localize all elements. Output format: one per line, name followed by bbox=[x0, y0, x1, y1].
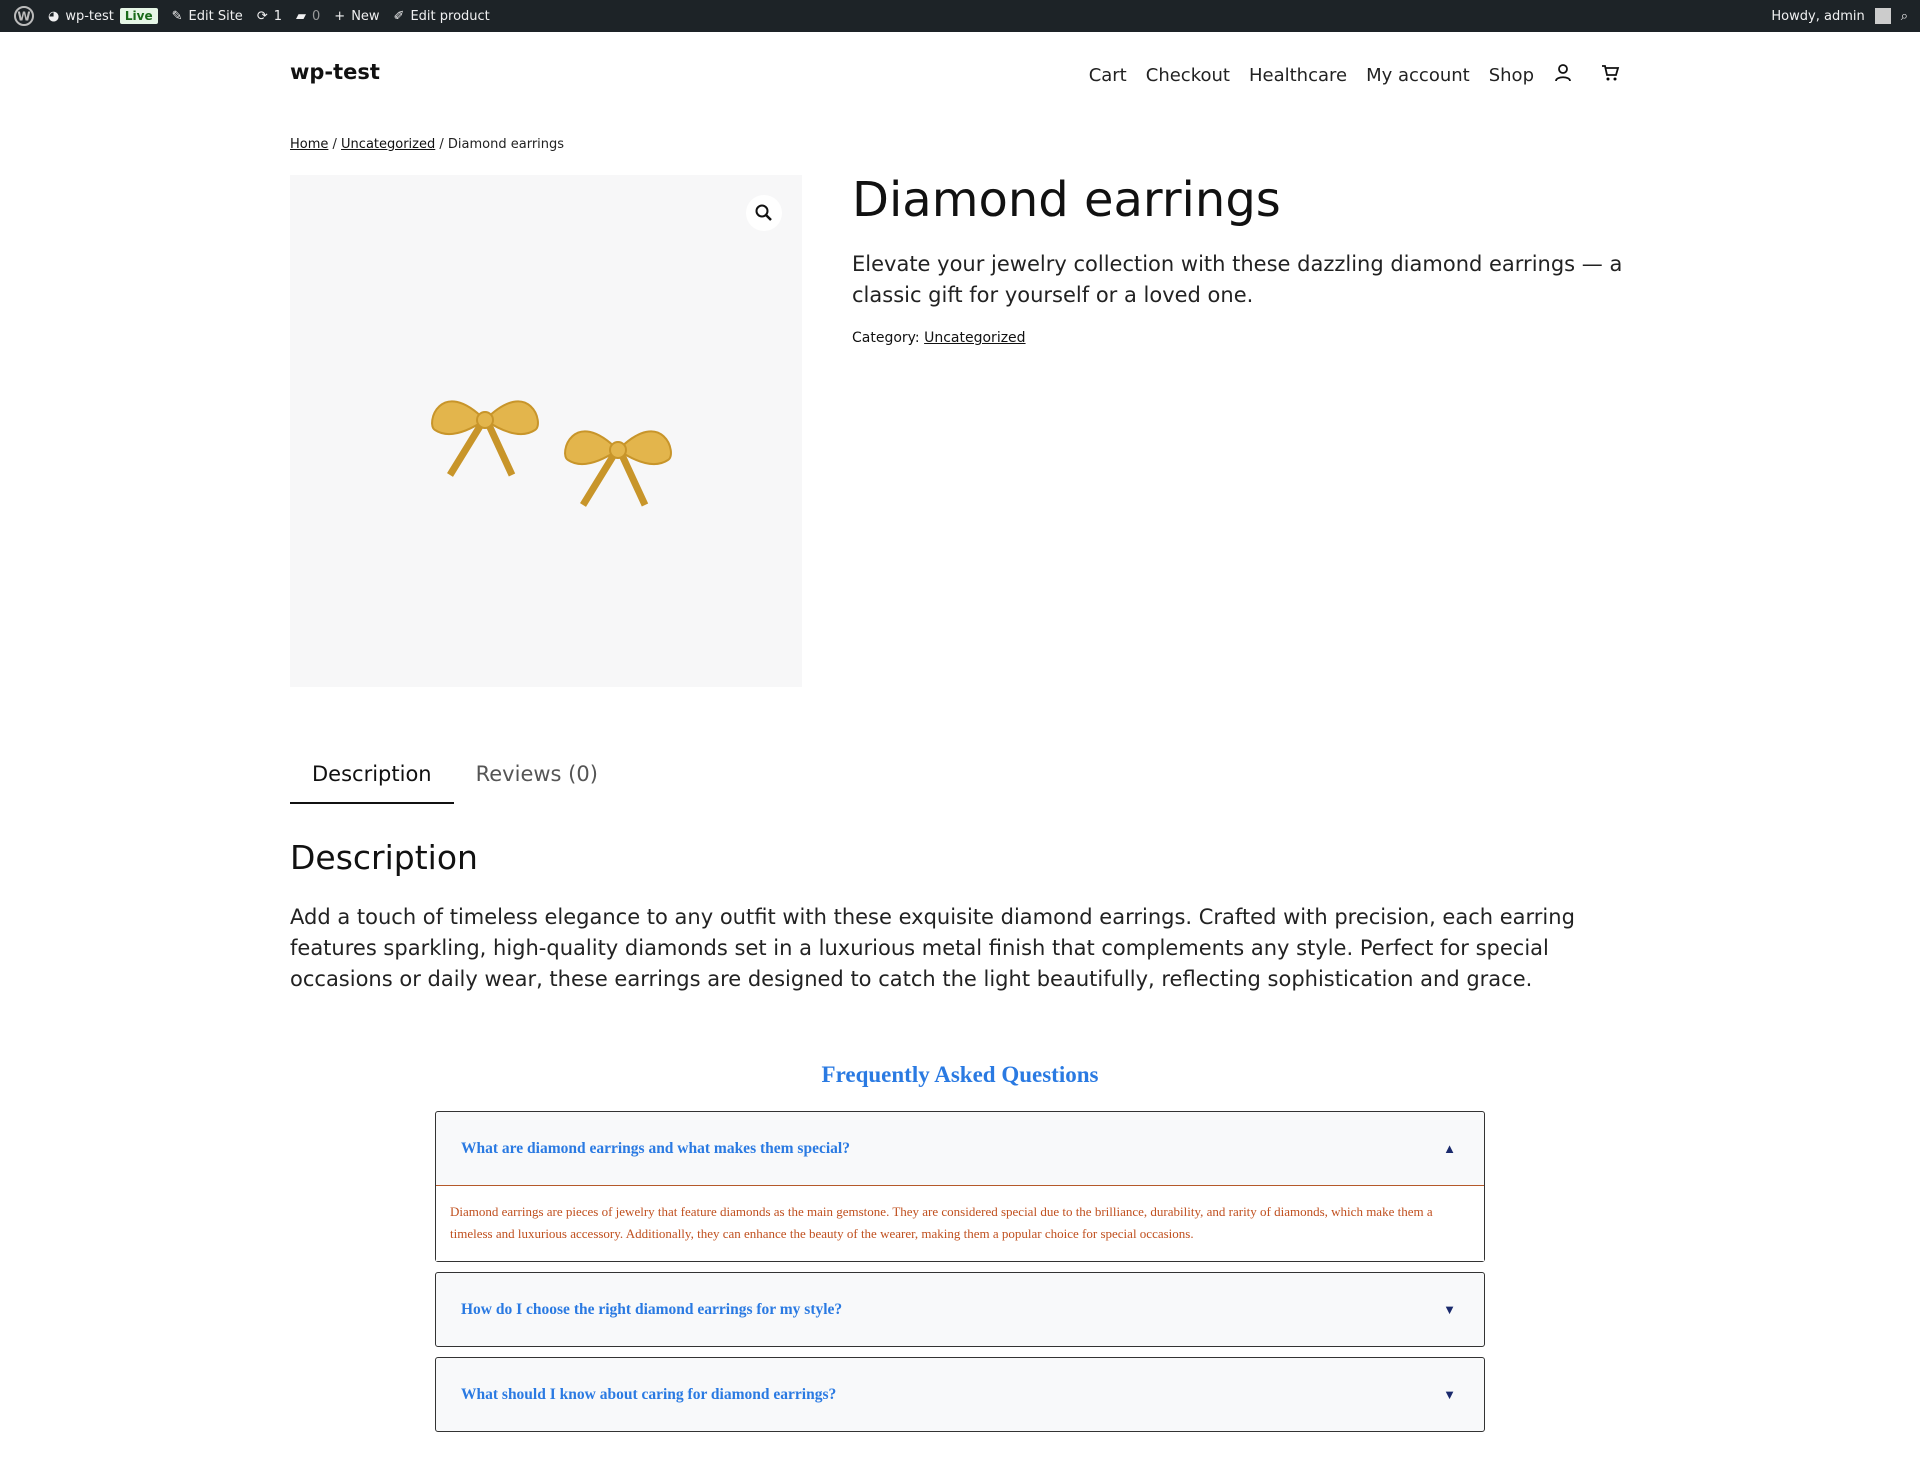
description-heading: Description bbox=[290, 838, 478, 877]
site-title[interactable]: wp-test bbox=[290, 60, 380, 84]
live-badge: Live bbox=[120, 8, 158, 24]
faq-item bbox=[435, 1272, 1485, 1347]
product-image[interactable] bbox=[290, 175, 802, 687]
comment-icon: ▰ bbox=[296, 8, 306, 24]
breadcrumb: Home / Uncategorized / Diamond earrings bbox=[290, 137, 565, 152]
edit-site-link[interactable]: ✎ Edit Site bbox=[171, 8, 243, 24]
nav-healthcare[interactable]: Healthcare bbox=[1248, 65, 1348, 86]
nav-checkout[interactable]: Checkout bbox=[1145, 65, 1230, 86]
product-category: Category: Uncategorized bbox=[852, 330, 1026, 346]
updates-icon: ⟳ bbox=[256, 8, 268, 24]
zoom-icon[interactable] bbox=[746, 195, 782, 231]
admin-bar bbox=[0, 0, 1920, 32]
new-link[interactable]: + New bbox=[334, 8, 380, 24]
nav-my-account[interactable]: My account bbox=[1366, 65, 1470, 86]
chevron-down-icon: ▼ bbox=[1443, 1386, 1456, 1402]
breadcrumb-home[interactable]: Home bbox=[290, 137, 329, 152]
chevron-up-icon: ▲ bbox=[1443, 1140, 1456, 1156]
account-icon[interactable] bbox=[1553, 63, 1573, 88]
main-nav bbox=[1089, 63, 1620, 88]
dashboard-icon: ◕ bbox=[48, 8, 60, 24]
nav-shop[interactable]: Shop bbox=[1488, 65, 1534, 86]
edit-product-link[interactable]: ✐ Edit product bbox=[393, 8, 490, 24]
chevron-down-icon: ▼ bbox=[1443, 1301, 1456, 1317]
plus-icon: + bbox=[334, 8, 346, 24]
faq-question[interactable]: What should I know about caring for diamond earrings? ▼ bbox=[461, 1385, 1456, 1403]
short-description: Elevate your jewelry collection with these dazzling diamond earrings — a classic gift for yourself or a loved one. bbox=[852, 252, 1623, 307]
tab-reviews[interactable]: Reviews (0) bbox=[475, 762, 598, 786]
breadcrumb-current: Diamond earrings bbox=[447, 137, 565, 152]
description-text: Add a touch of timeless elegance to any outfit with these exquisite diamond earrings. Crafted with precision, each earring features sparkling, high-quality diamonds set in a luxurious metal finish that complements any style. Perfect for special occasions or daily wear, these earrings are designed to catch the light beautifully, reflecting sophistication and grace. bbox=[290, 905, 1575, 991]
product-title: Diamond earrings bbox=[852, 172, 1281, 228]
pencil-icon: ✐ bbox=[393, 8, 405, 24]
admin-site-link[interactable]: ◕ wp-test Live bbox=[48, 0, 158, 32]
cart-icon[interactable] bbox=[1600, 63, 1620, 88]
brush-icon: ✎ bbox=[171, 8, 183, 24]
faq-item bbox=[435, 1111, 1485, 1262]
search-icon[interactable]: ⌕ bbox=[1900, 8, 1908, 24]
howdy-link[interactable]: Howdy, admin bbox=[1771, 8, 1865, 24]
updates-link[interactable]: ⟳ 1 bbox=[256, 8, 282, 24]
faq-question[interactable]: How do I choose the right diamond earrings for my style? ▼ bbox=[461, 1300, 1456, 1318]
avatar[interactable] bbox=[1875, 8, 1891, 24]
earrings-image bbox=[290, 175, 802, 687]
comments-link[interactable]: ▰ 0 bbox=[296, 8, 321, 24]
faq-answer: Diamond earrings are pieces of jewelry that feature diamonds as the main gemstone. They are considered special due to the brilliance, durability, and rarity of diamonds, which make them a timeless and luxurious accessory. Additionally, they can enhance the beauty of the wearer, making them a popular choice for special occasions. bbox=[436, 1185, 1484, 1261]
faq-question[interactable]: What are diamond earrings and what makes them special? ▲ bbox=[461, 1139, 1456, 1157]
breadcrumb-category[interactable]: Uncategorized bbox=[341, 137, 436, 152]
wordpress-logo-icon[interactable] bbox=[14, 0, 34, 32]
product-tabs bbox=[290, 756, 620, 804]
faq-item bbox=[435, 1357, 1485, 1432]
faq-title: Frequently Asked Questions bbox=[821, 1062, 1099, 1087]
nav-cart[interactable]: Cart bbox=[1088, 65, 1127, 86]
tab-description[interactable]: Description bbox=[290, 756, 454, 804]
svg-text:W: W bbox=[17, 9, 31, 24]
category-link[interactable]: Uncategorized bbox=[924, 330, 1026, 346]
